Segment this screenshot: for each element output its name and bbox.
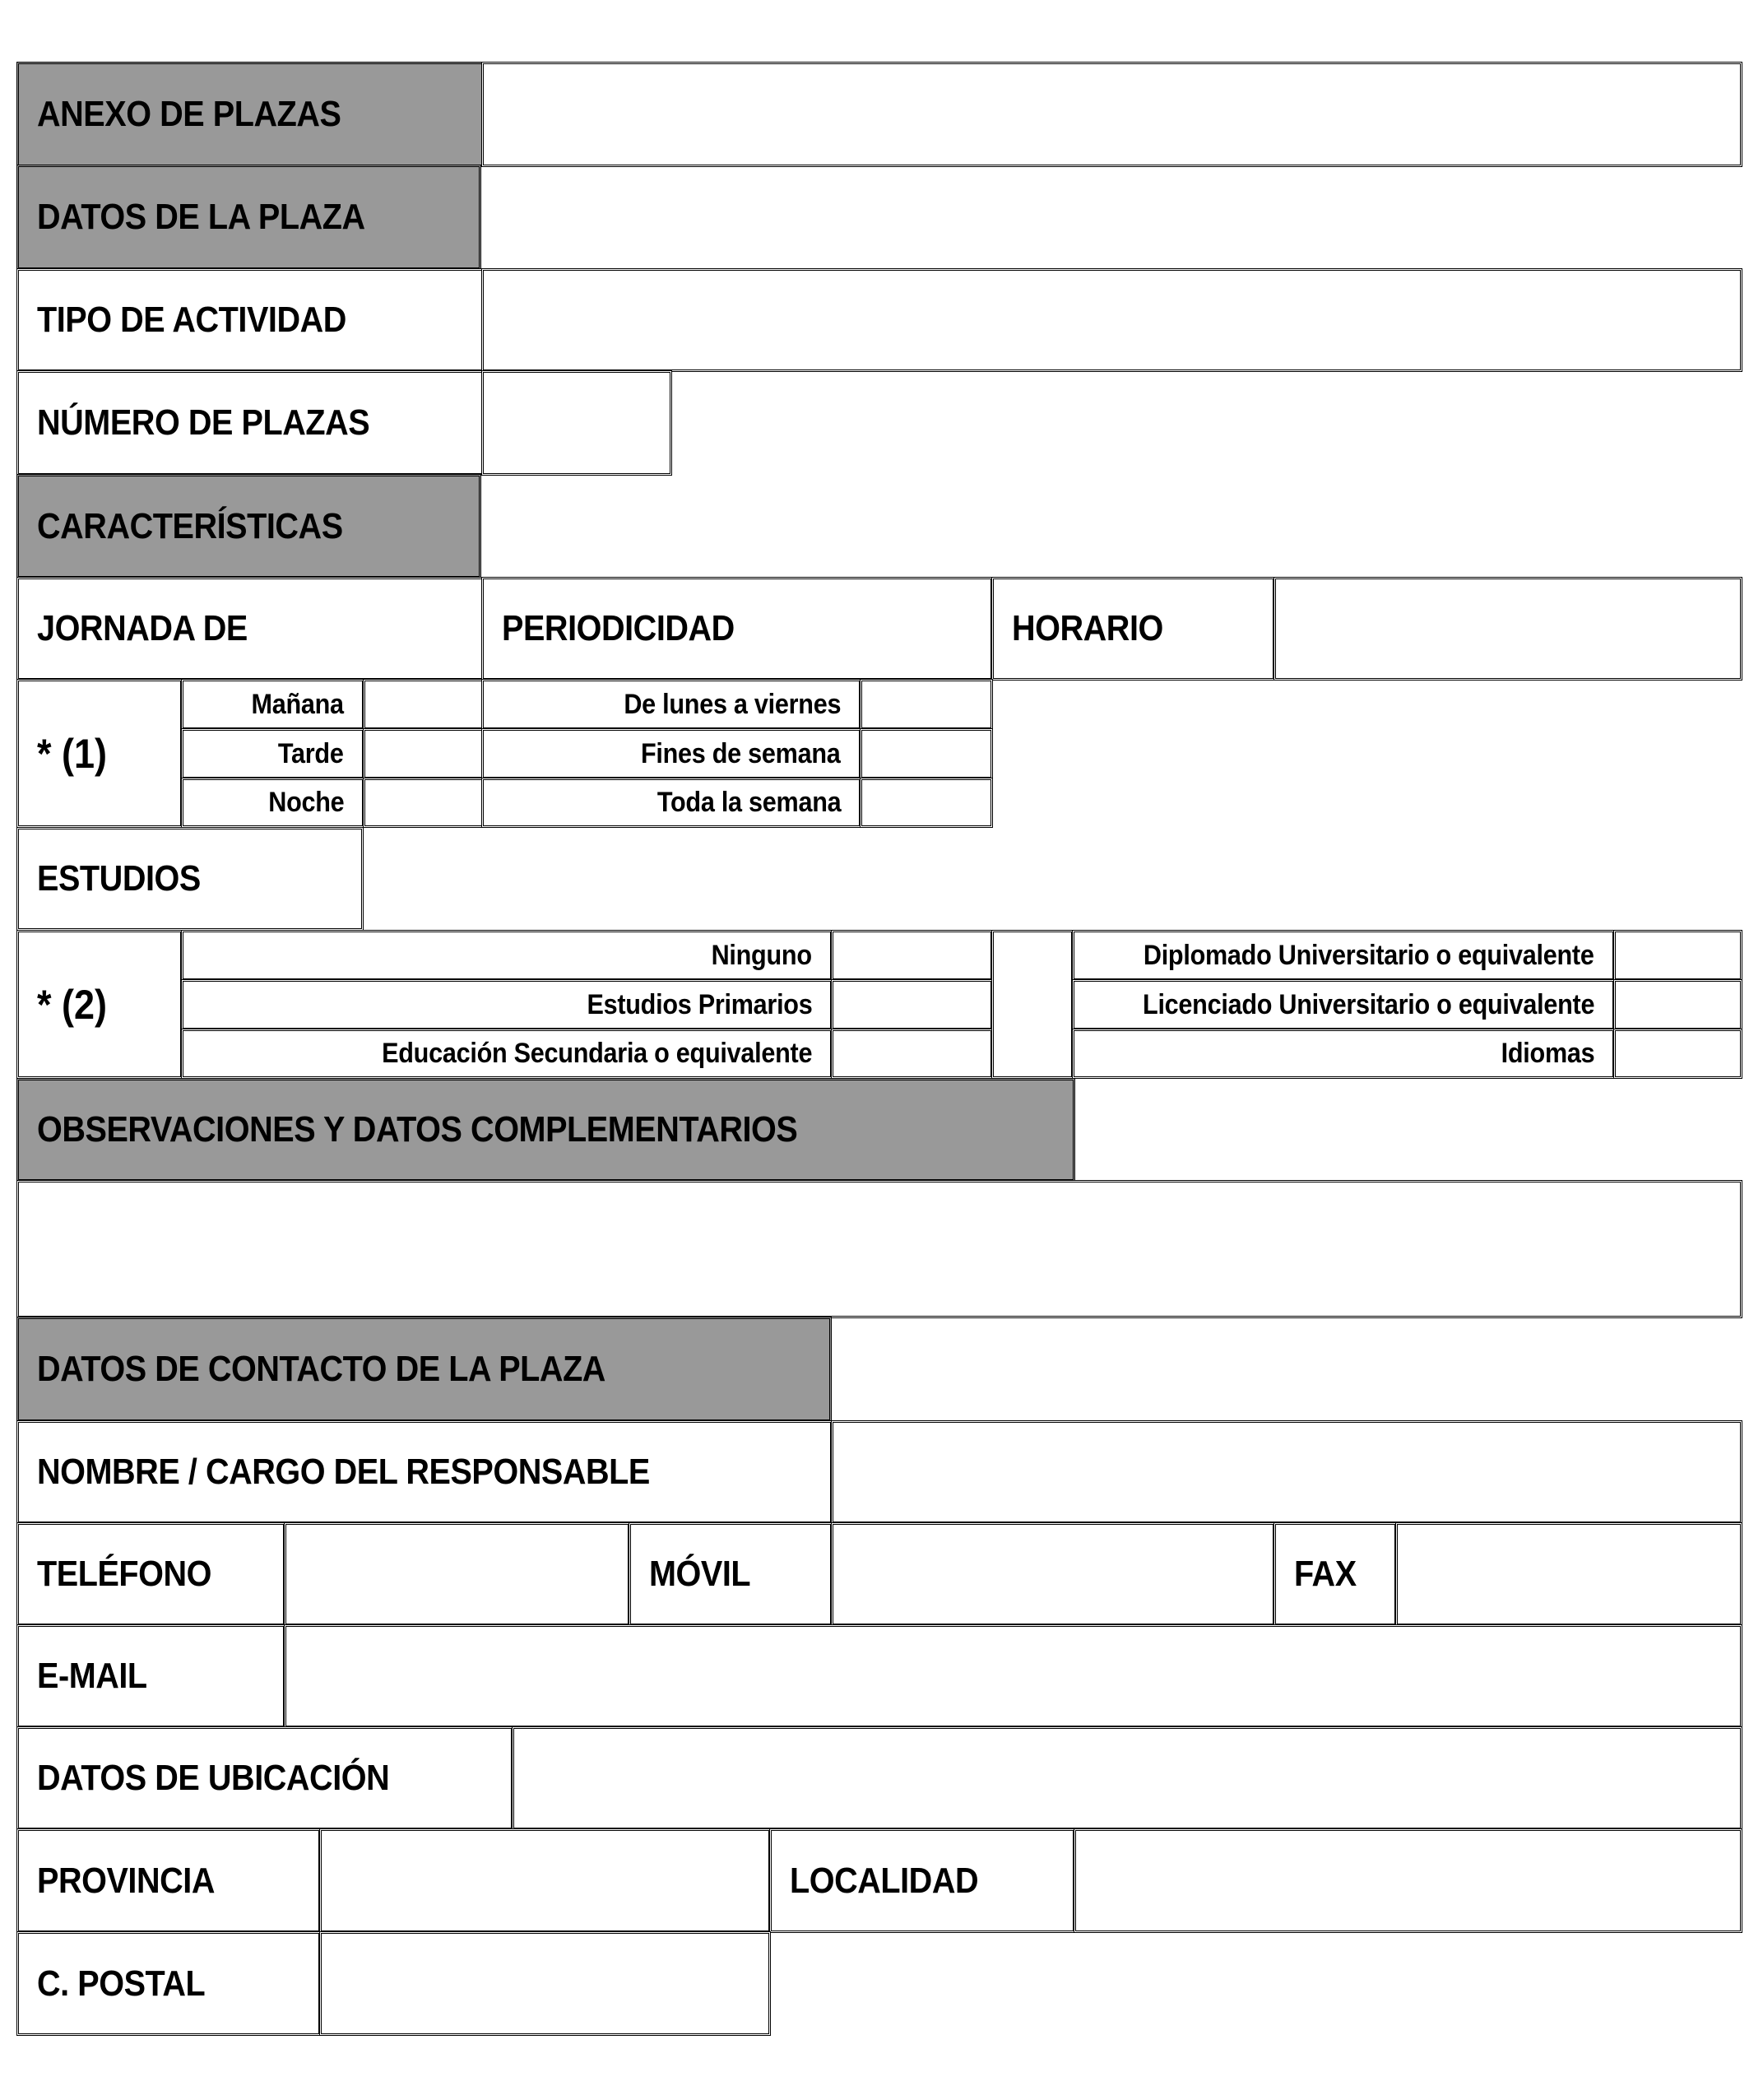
periodicidad-option-label: De lunes a viernes (481, 679, 861, 730)
anexo-plazas-header (16, 62, 484, 167)
contacto-label: DATOS DE CONTACTO DE LA PLAZA (37, 1349, 605, 1389)
tipo-actividad-label: TIPO DE ACTIVIDAD (37, 300, 346, 340)
responsable-label-cell (16, 1420, 833, 1524)
anexo-plazas-label: ANEXO DE PLAZAS (37, 94, 341, 134)
caracteristicas-header (16, 474, 481, 578)
fax-field[interactable] (1395, 1522, 1742, 1626)
provincia-label-cell (16, 1828, 321, 1933)
jornada-option-label: Tarde (181, 728, 364, 779)
periodicidad-option-checkbox[interactable] (860, 679, 993, 730)
numero-plazas-field[interactable] (481, 370, 672, 476)
estudios-option-label: Ninguno (181, 930, 833, 981)
telefono-field[interactable] (284, 1522, 630, 1626)
periodicidad-option-label: Toda la semana (481, 778, 861, 828)
estudios-option-checkbox[interactable] (831, 979, 993, 1030)
tipo-actividad-field[interactable] (481, 268, 1742, 372)
periodicidad-option-checkbox[interactable] (860, 728, 993, 779)
ubicacion-field[interactable] (512, 1726, 1742, 1830)
estudios-header (16, 827, 364, 931)
periodicidad-option-checkbox[interactable] (860, 778, 993, 828)
jornada-option-label: Mañana (181, 679, 364, 730)
email-field[interactable] (284, 1624, 1742, 1728)
fax-label-cell (1273, 1522, 1397, 1626)
estudios-option-checkbox[interactable] (1613, 1029, 1742, 1079)
responsable-field[interactable] (831, 1420, 1742, 1524)
estudios-option-label: Diplomado Universitario o equivalente (1072, 930, 1615, 981)
tipo-actividad-label-cell (16, 268, 484, 372)
numero-plazas-label-cell (16, 370, 484, 476)
estudios-option-checkbox[interactable] (1613, 979, 1742, 1030)
jornada-option-label: Noche (181, 778, 364, 828)
datos-plaza-label: DATOS DE LA PLAZA (37, 197, 365, 237)
provincia-field[interactable] (319, 1828, 771, 1933)
estudios-spacer (991, 930, 1074, 1079)
caracteristicas-label: CARACTERÍSTICAS (37, 505, 343, 546)
ubicacion-label-cell (16, 1726, 513, 1830)
telefono-label-cell (16, 1522, 285, 1626)
cpostal-field[interactable] (319, 1931, 771, 2036)
jornada-option-checkbox[interactable] (363, 728, 484, 779)
observaciones-label: OBSERVACIONES Y DATOS COMPLEMENTARIOS (37, 1109, 798, 1150)
observaciones-field[interactable] (16, 1180, 1742, 1318)
jornada-header (16, 577, 484, 681)
cpostal-label-cell (16, 1931, 321, 2036)
localidad-label-cell (769, 1828, 1075, 1933)
movil-field[interactable] (831, 1522, 1275, 1626)
telefono-label: TELÉFONO (37, 1554, 212, 1594)
estudios-option-label: Estudios Primarios (181, 979, 833, 1030)
contacto-header (16, 1317, 832, 1422)
jornada-option-checkbox[interactable] (363, 778, 484, 828)
observaciones-header (16, 1078, 1075, 1182)
numero-plazas-label: NÚMERO DE PLAZAS (37, 402, 370, 443)
horario-header (991, 577, 1275, 681)
provincia-label: PROVINCIA (37, 1860, 215, 1901)
localidad-field[interactable] (1074, 1828, 1742, 1933)
email-label-cell (16, 1624, 285, 1728)
estudios-option-checkbox[interactable] (831, 930, 993, 981)
datos-plaza-header (16, 165, 481, 270)
periodicidad-header (481, 577, 993, 681)
movil-label: MÓVIL (649, 1554, 751, 1594)
periodicidad-option-label: Fines de semana (481, 728, 861, 779)
jornada-option-checkbox[interactable] (363, 679, 484, 730)
periodicidad-label: PERIODICIDAD (502, 608, 735, 648)
horario-label: HORARIO (1012, 608, 1163, 648)
marker-2: * (2) (16, 930, 183, 1079)
movil-label-cell (629, 1522, 833, 1626)
cpostal-label: C. POSTAL (37, 1963, 206, 2004)
estudios-option-label: Idiomas (1072, 1029, 1615, 1079)
estudios-label: ESTUDIOS (37, 858, 201, 899)
estudios-option-checkbox[interactable] (1613, 930, 1742, 981)
jornada-label: JORNADA DE (37, 608, 248, 648)
horario-field[interactable] (1273, 577, 1742, 681)
responsable-label: NOMBRE / CARGO DEL RESPONSABLE (37, 1452, 650, 1492)
email-label: E-MAIL (37, 1656, 147, 1696)
estudios-option-checkbox[interactable] (831, 1029, 993, 1079)
localidad-label: LOCALIDAD (790, 1860, 979, 1901)
fax-label: FAX (1294, 1554, 1357, 1594)
anexo-plazas-field[interactable] (481, 62, 1742, 167)
marker-1: * (1) (16, 679, 183, 828)
estudios-option-label: Educación Secundaria o equivalente (181, 1029, 833, 1079)
estudios-option-label: Licenciado Universitario o equivalente (1072, 979, 1615, 1030)
ubicacion-label: DATOS DE UBICACIÓN (37, 1758, 390, 1798)
